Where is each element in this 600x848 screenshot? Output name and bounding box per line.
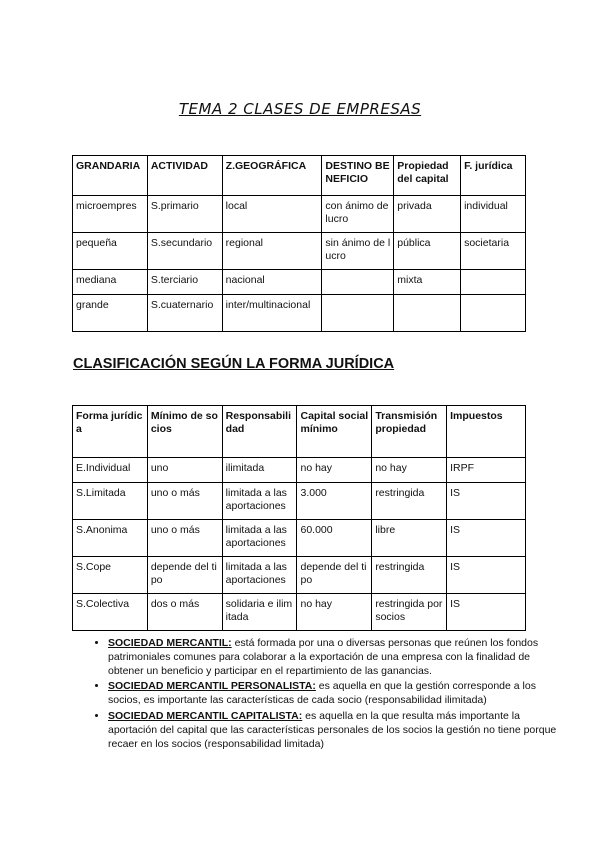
table-cell: local xyxy=(222,196,322,233)
table-row xyxy=(73,520,526,557)
list-item xyxy=(108,680,568,708)
table-cell: nacional xyxy=(222,270,322,295)
table-cell: limitada a las aportaciones xyxy=(222,483,297,520)
header-cell: Mínimo de socios xyxy=(147,406,222,458)
definition-text: está formada por una o diversas personas que reúnen los fondos patrimoniales comunes para colaborar a la exportación de una empresa con la finalidad de obtener un beneficio y participar en el repartimiento de las ganancias. xyxy=(108,637,539,677)
table-cell: E.Individual xyxy=(73,458,148,483)
table-row xyxy=(73,458,526,483)
table-cell xyxy=(322,295,394,332)
table-cell: pequeña xyxy=(73,233,148,270)
table-row xyxy=(73,557,526,594)
table-cell: 60.000 xyxy=(297,520,372,557)
table-cell: S.Colectiva xyxy=(73,594,148,631)
header-cell: Transmisión propiedad xyxy=(372,406,447,458)
table-cell: no hay xyxy=(297,594,372,631)
table-cell: no hay xyxy=(297,458,372,483)
header-cell: Propiedad del capital xyxy=(394,156,461,196)
table-cell: S.terciario xyxy=(147,270,222,295)
legal-form-table xyxy=(72,405,526,631)
table-cell: mediana xyxy=(73,270,148,295)
table-cell xyxy=(322,270,394,295)
definition-text: es aquella en que la gestión corresponde a los socios, es importante las características de cada socio (responsabilidad ilimitada) xyxy=(108,680,536,707)
table-cell: restringida por socios xyxy=(372,594,447,631)
table-cell: S.Cope xyxy=(73,557,148,594)
table-cell: IS xyxy=(447,483,526,520)
table-cell: microempres xyxy=(73,196,148,233)
table-row xyxy=(73,295,526,332)
table-cell: con ánimo de lucro xyxy=(322,196,394,233)
table-cell: solidaria e ilimitada xyxy=(222,594,297,631)
company-types-table xyxy=(72,155,526,332)
table-cell xyxy=(394,295,461,332)
table-cell: IS xyxy=(447,557,526,594)
table-cell: privada xyxy=(394,196,461,233)
table-header-row xyxy=(73,406,526,458)
table-cell: S.Limitada xyxy=(73,483,148,520)
table-row xyxy=(73,233,526,270)
table-cell: restringida xyxy=(372,557,447,594)
list-item xyxy=(108,710,568,751)
table-cell: uno o más xyxy=(147,520,222,557)
table-cell: S.secundario xyxy=(147,233,222,270)
header-cell: Forma jurídica xyxy=(73,406,148,458)
table-cell: no hay xyxy=(372,458,447,483)
list-item xyxy=(108,637,568,678)
table-cell: grande xyxy=(73,295,148,332)
table-cell: individual xyxy=(461,196,526,233)
section-title: CLASIFICACIÓN SEGÚN LA FORMA JURÍDICA xyxy=(73,356,395,372)
table-cell: S.cuaternario xyxy=(147,295,222,332)
header-cell: Responsabilidad xyxy=(222,406,297,458)
table-cell: 3.000 xyxy=(297,483,372,520)
header-cell: Z.GEOGRÁFICA xyxy=(222,156,322,196)
table-cell: IS xyxy=(447,520,526,557)
header-cell: Impuestos xyxy=(447,406,526,458)
table-cell: uno xyxy=(147,458,222,483)
table-row xyxy=(73,196,526,233)
table-cell: pública xyxy=(394,233,461,270)
table-cell: regional xyxy=(222,233,322,270)
table-cell: limitada a las aportaciones xyxy=(222,520,297,557)
definitions-list xyxy=(72,637,568,753)
table-cell: ilimitada xyxy=(222,458,297,483)
header-cell: ACTIVIDAD xyxy=(147,156,222,196)
header-cell: GRANDARIA xyxy=(73,156,148,196)
definition-term: SOCIEDAD MERCANTIL CAPITALISTA: xyxy=(108,709,303,722)
header-cell: Capital social mínimo xyxy=(297,406,372,458)
table-cell: depende del tipo xyxy=(147,557,222,594)
table-cell: uno o más xyxy=(147,483,222,520)
table-row xyxy=(73,594,526,631)
definition-term: SOCIEDAD MERCANTIL PERSONALISTA: xyxy=(108,680,316,693)
table-cell: restringida xyxy=(372,483,447,520)
table-cell: mixta xyxy=(394,270,461,295)
table-row xyxy=(73,270,526,295)
definition-term: SOCIEDAD MERCANTIL: xyxy=(108,637,232,649)
header-cell: DESTINO BENEFICIO xyxy=(322,156,394,196)
table-cell: S.primario xyxy=(147,196,222,233)
definition-text: es aquella en la que resulta más importante la aportación del capital que las características personales de los socios la gestión no tiene porque recaer en los socios (responsabilidad limitada) xyxy=(108,709,557,750)
table-cell xyxy=(461,295,526,332)
table-cell: societaria xyxy=(461,233,526,270)
table-cell: inter/multinacional xyxy=(222,295,322,332)
table-header-row xyxy=(73,156,526,196)
table-row xyxy=(73,483,526,520)
table-cell: depende del tipo xyxy=(297,557,372,594)
table-cell: libre xyxy=(372,520,447,557)
table-cell: IS xyxy=(447,594,526,631)
document-title: TEMA 2 CLASES DE EMPRESAS xyxy=(178,100,422,118)
table-cell xyxy=(461,270,526,295)
table-cell: limitada a las aportaciones xyxy=(222,557,297,594)
table-cell: dos o más xyxy=(147,594,222,631)
table-cell: sin ánimo de lucro xyxy=(322,233,394,270)
table-cell: S.Anonima xyxy=(73,520,148,557)
header-cell: F. jurídica xyxy=(461,156,526,196)
table-cell: IRPF xyxy=(447,458,526,483)
